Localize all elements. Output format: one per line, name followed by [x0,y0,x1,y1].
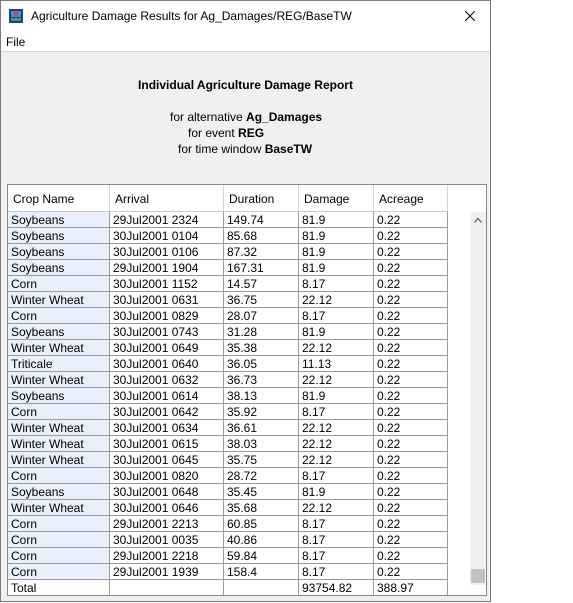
cell-damage[interactable]: 81.9 [299,324,374,340]
cell-crop-name[interactable]: Corn [8,308,110,324]
report-alternative-line [170,110,322,124]
table-row[interactable] [8,468,448,484]
cell-crop-name[interactable]: Soybeans [8,388,110,404]
cell-crop-name[interactable]: Corn [8,548,110,564]
cell-duration[interactable]: 158.4 [224,564,299,580]
cell-duration[interactable]: 85.68 [224,228,299,244]
cell-duration[interactable]: 31.28 [224,324,299,340]
cell-damage[interactable]: 81.9 [299,244,374,260]
total-cell-crop-name: Total [8,580,110,596]
cell-damage[interactable]: 8.17 [299,404,374,420]
column-header-acreage[interactable]: Acreage [374,185,448,211]
column-header-damage[interactable]: Damage [299,185,374,211]
menu-file[interactable]: File [6,35,26,49]
time-window-prefix: for time window [178,142,265,156]
cell-arrival[interactable]: 30Jul2001 0104 [110,228,224,244]
cell-crop-name[interactable]: Corn [8,468,110,484]
alternative-value: Ag_Damages [246,110,323,124]
event-prefix: for event [188,126,239,140]
cell-acreage[interactable]: 0.22 [374,276,448,292]
cell-arrival[interactable]: 29Jul2001 2218 [110,548,224,564]
report-header [1,53,490,181]
cell-acreage[interactable]: 0.22 [374,516,448,532]
cell-arrival[interactable]: 30Jul2001 0642 [110,404,224,420]
table-header-row [8,185,448,212]
table-row[interactable] [8,436,448,452]
vertical-scrollbar[interactable] [470,212,486,585]
table-row[interactable] [8,228,448,244]
cell-arrival[interactable]: 30Jul2001 0820 [110,468,224,484]
cell-duration[interactable]: 14.57 [224,276,299,292]
cell-crop-name[interactable]: Soybeans [8,324,110,340]
cell-crop-name[interactable]: Winter Wheat [8,292,110,308]
cell-crop-name[interactable]: Corn [8,276,110,292]
cell-crop-name[interactable]: Winter Wheat [8,436,110,452]
cell-damage[interactable]: 22.12 [299,436,374,452]
cell-damage[interactable]: 81.9 [299,260,374,276]
cell-acreage[interactable]: 0.22 [374,548,448,564]
chevron-up-icon [474,217,482,223]
cell-damage[interactable]: 22.12 [299,292,374,308]
cell-acreage[interactable]: 0.22 [374,388,448,404]
cell-arrival[interactable]: 30Jul2001 0646 [110,500,224,516]
cell-crop-name[interactable]: Winter Wheat [8,340,110,356]
report-event-line [188,126,264,140]
table-row[interactable] [8,292,448,308]
column-header-crop-name[interactable]: Crop Name [8,185,110,211]
cell-damage[interactable]: 81.9 [299,484,374,500]
table-row[interactable] [8,276,448,292]
total-cell-arrival [110,580,224,596]
column-header-duration[interactable]: Duration [224,185,299,211]
cell-arrival[interactable]: 29Jul2001 2324 [110,212,224,228]
cell-damage[interactable]: 11.13 [299,356,374,372]
cell-duration[interactable]: 40.86 [224,532,299,548]
cell-arrival[interactable]: 30Jul2001 0649 [110,340,224,356]
cell-duration[interactable]: 35.68 [224,500,299,516]
cell-duration[interactable]: 35.92 [224,404,299,420]
cell-acreage[interactable]: 0.22 [374,532,448,548]
cell-damage[interactable]: 81.9 [299,228,374,244]
cell-duration[interactable]: 38.03 [224,436,299,452]
table-row[interactable] [8,516,448,532]
cell-arrival[interactable]: 29Jul2001 1904 [110,260,224,276]
cell-duration[interactable]: 36.75 [224,292,299,308]
column-header-arrival[interactable]: Arrival [110,185,224,211]
damage-table [7,184,487,596]
cell-acreage[interactable]: 0.22 [374,468,448,484]
cell-damage[interactable]: 8.17 [299,308,374,324]
table-row[interactable] [8,356,448,372]
cell-duration[interactable]: 38.13 [224,388,299,404]
cell-damage[interactable]: 8.17 [299,468,374,484]
cell-acreage[interactable]: 0.22 [374,372,448,388]
cell-acreage[interactable]: 0.22 [374,356,448,372]
cell-duration[interactable]: 36.61 [224,420,299,436]
scroll-thumb[interactable] [471,569,485,583]
report-title: Individual Agriculture Damage Report [138,78,353,92]
cell-damage[interactable]: 22.12 [299,500,374,516]
cell-acreage[interactable]: 0.22 [374,404,448,420]
table-row[interactable] [8,244,448,260]
cell-crop-name[interactable]: Soybeans [8,212,110,228]
cell-arrival[interactable]: 30Jul2001 0035 [110,532,224,548]
cell-crop-name[interactable]: Corn [8,516,110,532]
cell-damage[interactable]: 22.12 [299,420,374,436]
cell-arrival[interactable]: 30Jul2001 0632 [110,372,224,388]
cell-acreage[interactable]: 0.22 [374,420,448,436]
cell-acreage[interactable]: 0.22 [374,228,448,244]
cell-duration[interactable]: 149.74 [224,212,299,228]
table-row[interactable] [8,388,448,404]
cell-duration[interactable]: 28.72 [224,468,299,484]
cell-arrival[interactable]: 30Jul2001 0615 [110,436,224,452]
cell-acreage[interactable]: 0.22 [374,500,448,516]
table-row[interactable] [8,340,448,356]
cell-crop-name[interactable]: Winter Wheat [8,500,110,516]
cell-crop-name[interactable]: Corn [8,532,110,548]
cell-damage[interactable]: 81.9 [299,212,374,228]
cell-acreage[interactable]: 0.22 [374,308,448,324]
table-row[interactable] [8,324,448,340]
scroll-up-button[interactable] [470,212,486,228]
table-row[interactable] [8,484,448,500]
cell-arrival[interactable]: 30Jul2001 0634 [110,420,224,436]
cell-acreage[interactable]: 0.22 [374,244,448,260]
table-row[interactable] [8,452,448,468]
alternative-prefix: for alternative [170,110,247,124]
cell-crop-name[interactable]: Winter Wheat [8,372,110,388]
window-title: Agriculture Damage Results for Ag_Damages/REG/BaseTW [31,9,352,23]
report-time-window-line [178,142,312,156]
cell-crop-name[interactable]: Soybeans [8,228,110,244]
cell-crop-name[interactable]: Corn [8,404,110,420]
cell-damage[interactable]: 22.12 [299,452,374,468]
cell-duration[interactable]: 35.38 [224,340,299,356]
cell-arrival[interactable]: 29Jul2001 1939 [110,564,224,580]
cell-arrival[interactable]: 30Jul2001 0648 [110,484,224,500]
cell-acreage[interactable]: 0.22 [374,484,448,500]
cell-duration[interactable]: 28.07 [224,308,299,324]
app-icon [9,9,23,23]
table-row[interactable] [8,372,448,388]
cell-arrival[interactable]: 30Jul2001 0743 [110,324,224,340]
close-icon [465,11,475,21]
cell-arrival[interactable]: 30Jul2001 0614 [110,388,224,404]
cell-damage[interactable]: 22.12 [299,372,374,388]
total-cell-acreage: 388.97 [374,580,448,596]
table-row[interactable] [8,260,448,276]
table-row[interactable] [8,420,448,436]
cell-duration[interactable]: 87.32 [224,244,299,260]
cell-duration[interactable]: 35.45 [224,484,299,500]
cell-duration[interactable]: 59.84 [224,548,299,564]
menu-bar [1,32,490,52]
cell-duration[interactable]: 35.75 [224,452,299,468]
cell-arrival[interactable]: 30Jul2001 1152 [110,276,224,292]
cell-damage[interactable]: 8.17 [299,548,374,564]
cell-crop-name[interactable]: Soybeans [8,484,110,500]
cell-acreage[interactable]: 0.22 [374,260,448,276]
title-bar[interactable] [1,1,490,32]
table-row[interactable] [8,404,448,420]
cell-duration[interactable]: 167.31 [224,260,299,276]
cell-crop-name[interactable]: Soybeans [8,244,110,260]
table-row[interactable] [8,532,448,548]
cell-duration[interactable]: 36.73 [224,372,299,388]
cell-crop-name[interactable]: Winter Wheat [8,452,110,468]
cell-damage[interactable]: 8.17 [299,276,374,292]
cell-arrival[interactable]: 30Jul2001 0829 [110,308,224,324]
cell-crop-name[interactable]: Corn [8,564,110,580]
cell-acreage[interactable]: 0.22 [374,324,448,340]
time-window-value: BaseTW [264,142,313,156]
event-value: REG [238,126,265,140]
cell-arrival[interactable]: 30Jul2001 0106 [110,244,224,260]
cell-acreage[interactable]: 0.22 [374,212,448,228]
total-row [8,580,448,596]
cell-acreage[interactable]: 0.22 [374,452,448,468]
total-cell-duration [224,580,299,596]
table-row[interactable] [8,308,448,324]
cell-acreage[interactable]: 0.22 [374,292,448,308]
table-row[interactable] [8,212,448,228]
table-row[interactable] [8,564,448,580]
table-row[interactable] [8,548,448,564]
cell-acreage[interactable]: 0.22 [374,564,448,580]
cell-acreage[interactable]: 0.22 [374,340,448,356]
total-cell-damage: 93754.82 [299,580,374,596]
cell-arrival[interactable]: 30Jul2001 0631 [110,292,224,308]
cell-damage[interactable]: 81.9 [299,388,374,404]
cell-acreage[interactable]: 0.22 [374,436,448,452]
cell-crop-name[interactable]: Winter Wheat [8,420,110,436]
cell-arrival[interactable]: 30Jul2001 0640 [110,356,224,372]
table-row[interactable] [8,500,448,516]
cell-duration[interactable]: 60.85 [224,516,299,532]
cell-arrival[interactable]: 29Jul2001 2213 [110,516,224,532]
cell-crop-name[interactable]: Soybeans [8,260,110,276]
cell-duration[interactable]: 36.05 [224,356,299,372]
cell-damage[interactable]: 8.17 [299,532,374,548]
cell-crop-name[interactable]: Triticale [8,356,110,372]
cell-damage[interactable]: 8.17 [299,564,374,580]
table-body [8,212,448,596]
close-button[interactable] [450,1,490,31]
cell-damage[interactable]: 22.12 [299,340,374,356]
cell-arrival[interactable]: 30Jul2001 0645 [110,452,224,468]
cell-damage[interactable]: 8.17 [299,516,374,532]
